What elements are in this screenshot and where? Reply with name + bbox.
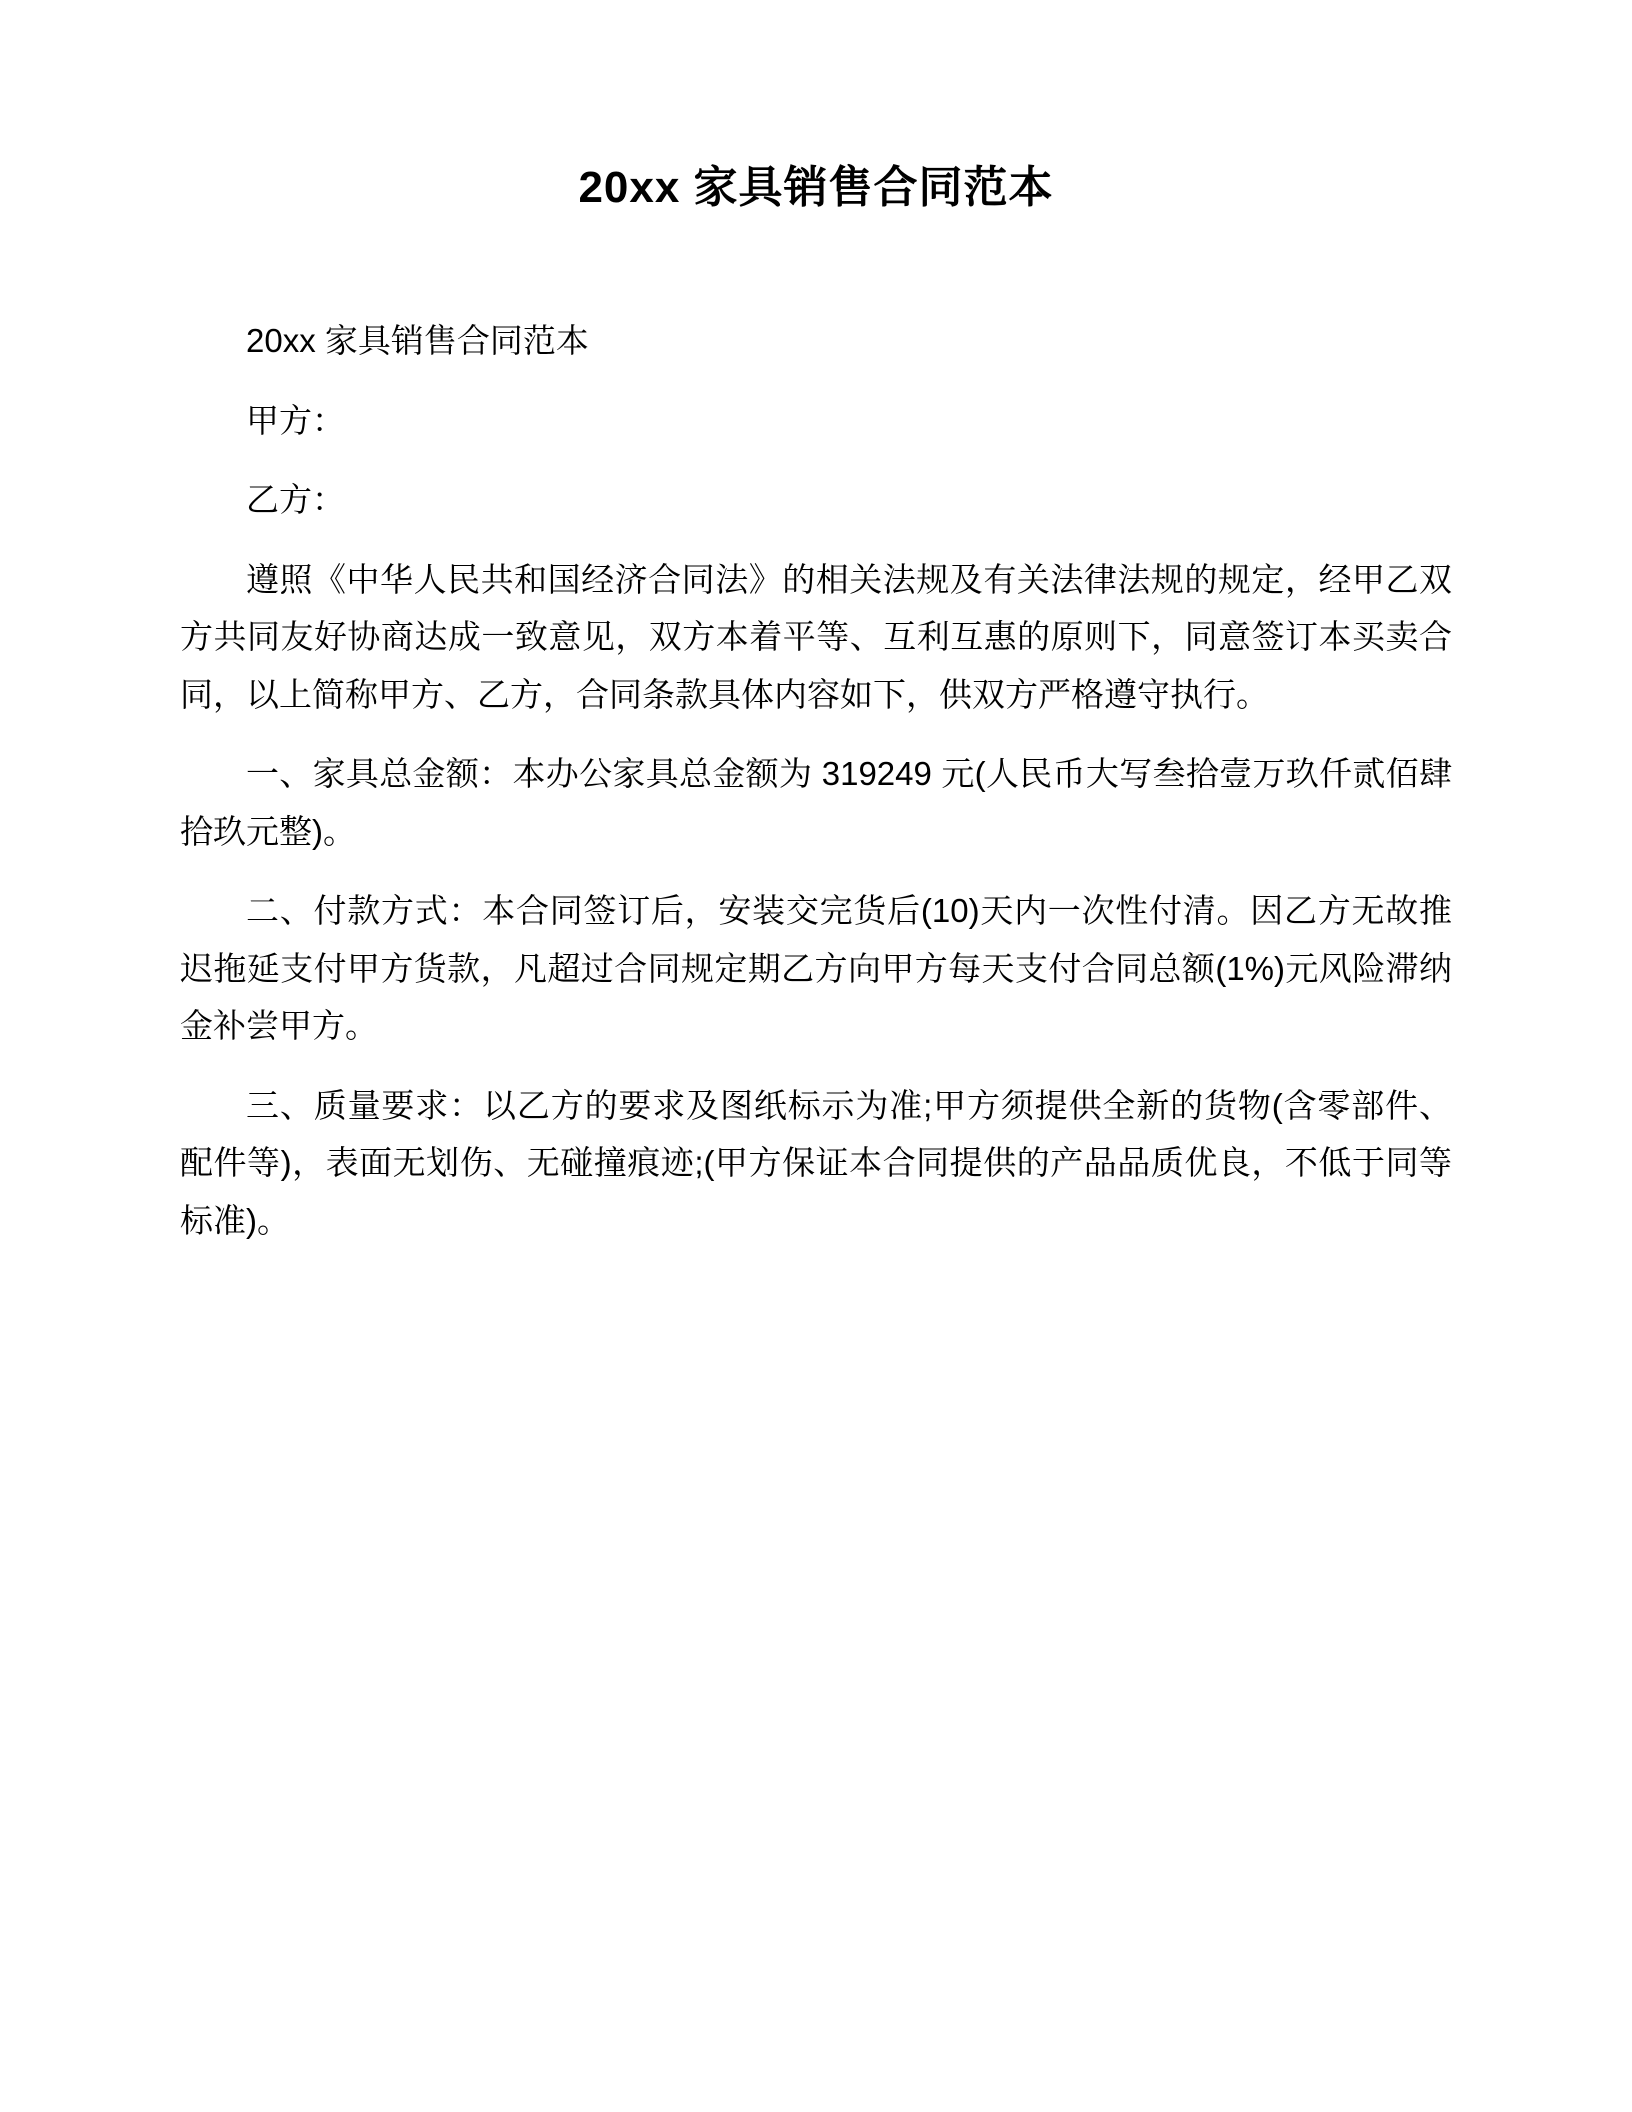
document-title: 20xx 家具销售合同范本 [578,163,1054,212]
paragraph-clause-2-payment: 二、付款方式：本合同签订后，安装交完货后(10)天内一次性付清。因乙方无故推迟拖延支付甲方货款，凡超过合同规定期乙方向甲方每天支付合同总额(1%)元风险滞纳金补尝甲方。 [180,892,1452,1044]
paragraph-preamble: 遵照《中华人民共和国经济合同法》的相关法规及有关法律法规的规定，经甲乙双方共同友好协商达成一致意见，双方本着平等、互利互惠的原则下，同意签订本买卖合同，以上简称甲方、乙方，合同条款具体内容如下，供双方严格遵守执行。 [180,560,1452,713]
paragraph-clause-3-quality: 三、质量要求：以乙方的要求及图纸标示为准;甲方须提供全新的货物(含零部件、配件等)，表面无划伤、无碰撞痕迹;(甲方保证本合同提供的产品品质优良，不低于同等标准)。 [180,1086,1452,1239]
paragraph-clause-1-total-amount: 一、家具总金额：本办公家具总金额为 319249 元(人民币大写叁拾壹万玖仟贰佰肆拾玖元整)。 [180,755,1452,850]
paragraph-party-a: 甲方： [246,401,345,439]
paragraph-party-b: 乙方： [246,481,345,518]
paragraph-subtitle: 20xx 家具销售合同范本 [246,322,589,359]
